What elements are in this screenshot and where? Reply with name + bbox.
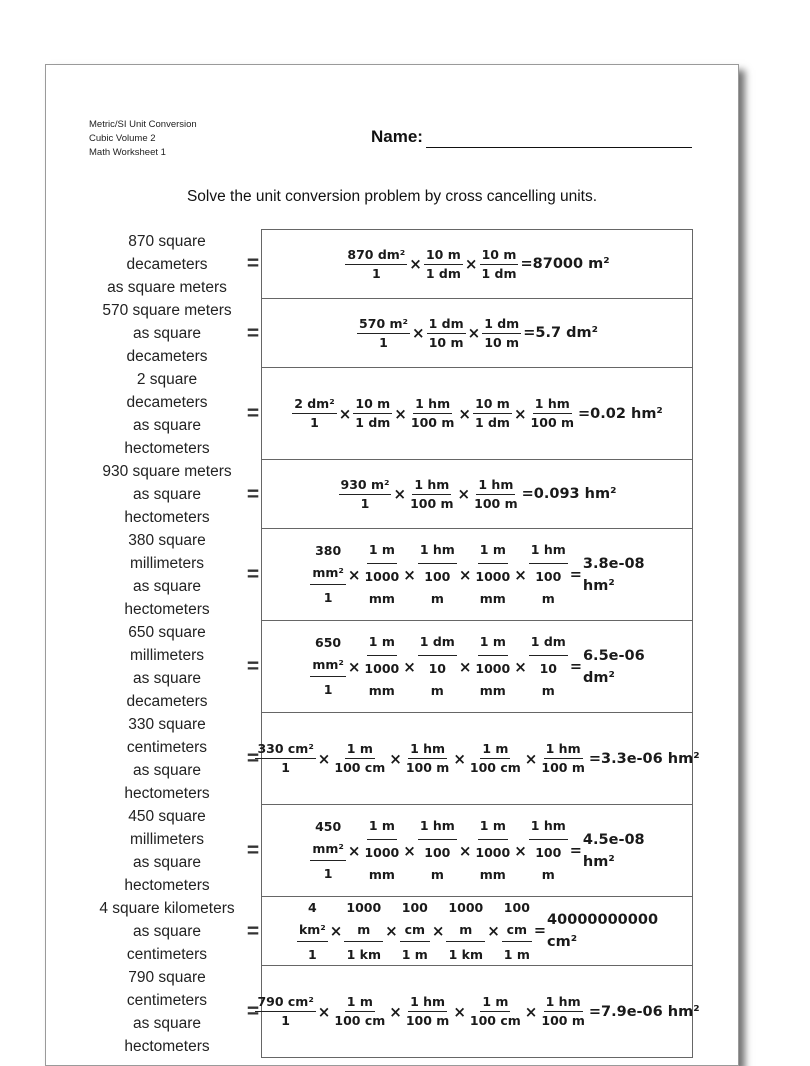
multiply-sign: × [403, 565, 416, 584]
question-line: 380 square [128, 532, 206, 549]
fraction [473, 539, 512, 610]
numerator: 570 m² [357, 317, 410, 334]
denominator: 100 m [410, 495, 454, 511]
fraction [310, 816, 346, 885]
multiply-sign: × [467, 324, 481, 342]
question-line: 2 square [136, 371, 198, 388]
multiply-sign: × [524, 749, 538, 768]
denominator: 1 [379, 334, 388, 350]
instructions: Solve the unit conversion problem by cross cancelling units. [186, 188, 598, 205]
denominator: 100 m [410, 415, 455, 430]
denominator: 1000 mm [364, 661, 400, 698]
result: =7.9e-06 hm² [588, 1003, 700, 1020]
result-equals: = [569, 566, 582, 583]
numerator: 10 m [353, 397, 392, 414]
denominator: 1000 mm [475, 569, 511, 606]
numerator: 10 m [473, 397, 512, 414]
result: =87000 m² [520, 256, 610, 272]
fraction [339, 478, 392, 511]
question-line: decameters [126, 693, 208, 710]
question-line: hectometers [124, 1038, 210, 1055]
question-line: decameters [126, 255, 208, 273]
numerator: 1 hm [533, 397, 572, 414]
name-blank-line [426, 147, 692, 148]
denominator: 100 m [541, 760, 585, 775]
question [91, 368, 243, 460]
denominator: 100 m [405, 1013, 450, 1028]
numerator: 1 m [345, 742, 375, 759]
multiply-sign: × [458, 565, 472, 584]
conversion-expression [291, 397, 663, 430]
multiply-sign: × [317, 749, 331, 768]
numerator: 1 m [478, 631, 508, 656]
result-equals: = [569, 842, 582, 859]
question [91, 529, 243, 621]
denominator: 1 m [401, 946, 428, 962]
multiply-sign: × [403, 841, 416, 860]
question [91, 966, 243, 1058]
question [91, 229, 243, 299]
multiply-sign: × [514, 841, 527, 860]
fraction [310, 540, 346, 609]
denominator: 1 dm [355, 415, 391, 430]
numerator: 1 m [480, 742, 510, 759]
numerator: 1 hm [544, 742, 583, 759]
question-line: millimeters [129, 555, 205, 572]
numerator: 450 mm² [310, 816, 346, 861]
answer-box [261, 299, 693, 368]
numerator: 1 m [345, 995, 375, 1012]
problem-row [46, 529, 738, 621]
question [91, 713, 243, 805]
numerator: 1 m [480, 995, 510, 1012]
denominator: 100 m [405, 760, 450, 775]
conversion-expression [309, 539, 644, 610]
answer-box [257, 966, 700, 1058]
question-line: as square [132, 486, 202, 503]
numerator: 1 dm [529, 631, 568, 656]
equals-sign: = [246, 402, 260, 425]
question-line: as square [132, 1015, 202, 1032]
result: =0.093 hm² [521, 486, 617, 502]
answer-box [261, 805, 693, 897]
conversion-expression [309, 815, 644, 886]
denominator: 1000 mm [364, 569, 400, 606]
fraction [427, 317, 466, 350]
question-line: decameters [126, 348, 208, 365]
fraction [353, 397, 392, 430]
multiply-sign: × [347, 657, 361, 676]
multiply-sign: × [458, 657, 472, 676]
question-line: 570 square meters [102, 302, 232, 319]
multiply-sign: × [464, 255, 478, 273]
multiply-sign: × [431, 922, 445, 940]
fraction [408, 478, 455, 511]
numerator: 2 dm² [292, 397, 337, 414]
question-line: as square [132, 854, 202, 871]
numerator: 1 hm [544, 995, 583, 1012]
denominator: 1 [310, 415, 319, 430]
equals-sign: = [246, 839, 260, 862]
fraction [255, 742, 315, 775]
question-line: millimeters [129, 647, 205, 664]
multiply-sign: × [487, 922, 500, 940]
multiply-sign: × [458, 404, 471, 423]
fraction [362, 631, 401, 702]
result: 6.5e-06 dm² [582, 647, 645, 686]
denominator: 1 dm [481, 265, 517, 281]
fraction [332, 742, 387, 775]
conversion-expression [296, 897, 658, 966]
conversion-expression [356, 317, 598, 350]
problem-row [46, 805, 738, 897]
question-line: centimeters [126, 992, 208, 1009]
numerator: 1 hm [412, 478, 451, 495]
denominator: 1 [281, 1013, 290, 1028]
multiply-sign: × [385, 922, 398, 940]
question-line: as square meters [107, 278, 227, 296]
numerator: 1 hm [413, 397, 452, 414]
question-line: centimeters [126, 739, 208, 756]
problem-row [46, 897, 738, 966]
denominator: 1 [360, 495, 370, 511]
question-line: as square [132, 325, 202, 342]
header-line-title: Metric/SI Unit Conversion [89, 119, 197, 130]
numerator: 1 m [478, 539, 508, 564]
question [91, 805, 243, 897]
numerator: 1000 m [446, 897, 485, 942]
denominator: 10 m [428, 661, 447, 698]
numerator: 1 dm [427, 317, 466, 334]
denominator: 1 dm [474, 415, 510, 430]
worksheet-header [89, 118, 197, 160]
denominator: 1000 mm [475, 661, 511, 698]
multiply-sign: × [412, 324, 425, 342]
denominator: 100 m [535, 569, 562, 606]
result: =3.3e-06 hm² [588, 750, 700, 767]
answer-box [261, 229, 693, 299]
question-line: 4 square kilometers [99, 900, 235, 917]
numerator: 1 hm [418, 539, 457, 564]
denominator: 100 m [424, 569, 451, 606]
question-line: hectometers [124, 877, 210, 894]
numerator: 1 hm [529, 815, 568, 840]
result: =0.02 hm² [578, 405, 663, 422]
conversion-expression [309, 631, 644, 702]
fraction [418, 539, 457, 610]
name-label: Name: [371, 127, 423, 146]
multiply-sign: × [394, 404, 407, 423]
fraction [468, 742, 523, 775]
multiply-sign: × [513, 404, 527, 423]
numerator: 1 hm [408, 995, 447, 1012]
answer-box [261, 621, 693, 713]
fraction [472, 478, 519, 511]
denominator: 100 cm [334, 1013, 386, 1028]
fraction [362, 539, 401, 610]
fraction [482, 317, 521, 350]
denominator: 100 m [530, 415, 575, 430]
fraction [404, 995, 451, 1028]
header-line-subtitle: Cubic Volume 2 [89, 133, 156, 144]
denominator: 100 m [535, 845, 562, 882]
question-line: 790 square [128, 969, 206, 986]
denominator: 1 [371, 265, 381, 281]
denominator: 1 [308, 946, 317, 962]
multiply-sign: × [317, 1002, 331, 1021]
denominator: 1 [323, 590, 333, 605]
fraction [404, 742, 451, 775]
numerator: 1 dm [482, 317, 521, 334]
fraction [502, 897, 532, 966]
question-line: decameters [126, 394, 208, 411]
denominator: 10 m [539, 661, 557, 698]
fraction [345, 248, 407, 281]
question-line: as square [132, 417, 202, 434]
fraction [310, 632, 346, 701]
problem-row [46, 368, 738, 460]
fraction [362, 815, 401, 886]
fraction [332, 995, 387, 1028]
fraction [446, 897, 485, 966]
question-line: 870 square [128, 232, 206, 250]
question-line: centimeters [126, 946, 208, 963]
numerator: 1 hm [418, 815, 457, 840]
multiply-sign: × [458, 841, 472, 860]
question [91, 460, 243, 529]
question-line: 330 square [128, 716, 206, 733]
denominator: 100 cm [334, 760, 386, 775]
fraction [529, 815, 568, 886]
fraction [424, 248, 463, 281]
problem-row [46, 713, 738, 805]
numerator: 100 cm [502, 897, 532, 942]
numerator: 1 m [478, 815, 508, 840]
problem-row [46, 229, 738, 299]
denominator: 1 [323, 682, 333, 697]
denominator: 100 m [541, 1013, 585, 1028]
numerator: 330 cm² [255, 742, 315, 759]
answer-box [261, 529, 693, 621]
equals-sign: = [246, 482, 260, 506]
fraction [357, 317, 410, 350]
numerator: 380 mm² [310, 540, 346, 585]
fraction [529, 397, 576, 430]
result-equals: = [569, 658, 582, 675]
answer-box [261, 897, 693, 966]
numerator: 10 m [424, 248, 463, 265]
conversion-expression [254, 742, 699, 775]
denominator: 1 km [346, 946, 381, 962]
numerator: 1000 m [344, 897, 383, 942]
question-line: hectometers [124, 440, 210, 457]
equals-sign: = [246, 563, 260, 586]
multiply-sign: × [524, 1002, 538, 1021]
fraction [400, 897, 430, 966]
numerator: 1 hm [529, 539, 568, 564]
denominator: 1000 mm [364, 845, 400, 882]
denominator: 1 [281, 760, 290, 775]
numerator: 1 dm [418, 631, 457, 656]
question-line: millimeters [129, 831, 205, 848]
fraction [529, 631, 568, 702]
multiply-sign: × [347, 841, 361, 860]
fraction [255, 995, 315, 1028]
equals-sign: = [246, 747, 260, 770]
fraction [529, 539, 568, 610]
question-line: 930 square meters [102, 463, 232, 480]
denominator: 10 m [428, 334, 464, 350]
equals-sign: = [246, 655, 260, 678]
fraction [479, 248, 518, 281]
denominator: 1 m [503, 946, 530, 962]
header-line-worksheet: Math Worksheet 1 [89, 147, 166, 158]
question-line: hectometers [124, 601, 210, 618]
fraction [468, 995, 523, 1028]
multiply-sign: × [453, 749, 466, 768]
numerator: 870 dm² [345, 248, 407, 265]
numerator: 1 m [367, 815, 397, 840]
answer-box [257, 713, 700, 805]
multiply-sign: × [393, 485, 407, 503]
answer-box [261, 368, 693, 460]
numerator: 1 m [367, 539, 397, 564]
multiply-sign: × [389, 1002, 402, 1021]
fraction [292, 397, 337, 430]
problem-row [46, 460, 738, 529]
multiply-sign: × [409, 255, 422, 273]
numerator: 1 hm [476, 478, 515, 495]
answer-box [261, 460, 693, 529]
fraction [344, 897, 383, 966]
fraction [473, 397, 512, 430]
multiply-sign: × [338, 404, 352, 423]
denominator: 1 dm [425, 265, 461, 281]
question-line: as square [132, 578, 202, 595]
equals-sign: = [246, 252, 260, 275]
equals-sign: = [246, 321, 260, 345]
denominator: 100 m [424, 845, 451, 882]
result: 4.5e-08 hm² [582, 831, 645, 870]
numerator: 790 cm² [255, 995, 315, 1012]
fraction [473, 631, 512, 702]
numerator: 1 hm [408, 742, 447, 759]
equals-sign: = [246, 919, 260, 943]
denominator: 1000 mm [475, 845, 511, 882]
multiply-sign: × [403, 657, 416, 676]
fraction [418, 631, 457, 702]
multiply-sign: × [389, 749, 402, 768]
numerator: 4 km² [297, 897, 328, 942]
numerator: 1 m [367, 631, 397, 656]
question-line: hectometers [124, 509, 210, 526]
problem-row [46, 299, 738, 368]
worksheet-page [45, 64, 739, 1066]
fraction [473, 815, 512, 886]
question-line: as square [132, 923, 202, 940]
fraction [539, 742, 586, 775]
equals-sign: = [246, 1000, 260, 1023]
question-line: hectometers [124, 785, 210, 802]
numerator: 10 m [480, 248, 519, 265]
multiply-sign: × [329, 922, 343, 940]
multiply-sign: × [514, 565, 527, 584]
multiply-sign: × [347, 565, 361, 584]
numerator: 930 m² [339, 478, 392, 495]
denominator: 100 cm [469, 1013, 521, 1028]
problem-row [46, 966, 738, 1058]
fraction [539, 995, 586, 1028]
question-line: as square [132, 670, 202, 687]
multiply-sign: × [514, 657, 527, 676]
fraction [297, 897, 328, 966]
multiply-sign: × [453, 1002, 466, 1021]
conversion-expression [254, 995, 699, 1028]
denominator: 1 [323, 866, 333, 881]
denominator: 10 m [484, 334, 520, 350]
question [91, 897, 243, 966]
numerator: 650 mm² [310, 632, 346, 677]
denominator: 100 m [474, 495, 518, 511]
problem-row [46, 621, 738, 713]
result: 3.8e-08 hm² [582, 555, 645, 594]
conversion-expression [344, 248, 609, 281]
fraction [418, 815, 457, 886]
result: =5.7 dm² [523, 325, 598, 341]
question-line: 450 square [128, 808, 206, 825]
question [91, 621, 243, 713]
question [91, 299, 243, 368]
result-equals: = [533, 923, 547, 939]
result: 40000000000 cm² [547, 912, 659, 950]
numerator: 100 cm [400, 897, 430, 942]
question-line: as square [132, 762, 202, 779]
question-line: 650 square [128, 624, 206, 641]
multiply-sign: × [457, 485, 471, 503]
fraction [409, 397, 456, 430]
denominator: 1 km [448, 946, 484, 962]
denominator: 100 cm [469, 760, 521, 775]
conversion-expression [338, 478, 617, 511]
